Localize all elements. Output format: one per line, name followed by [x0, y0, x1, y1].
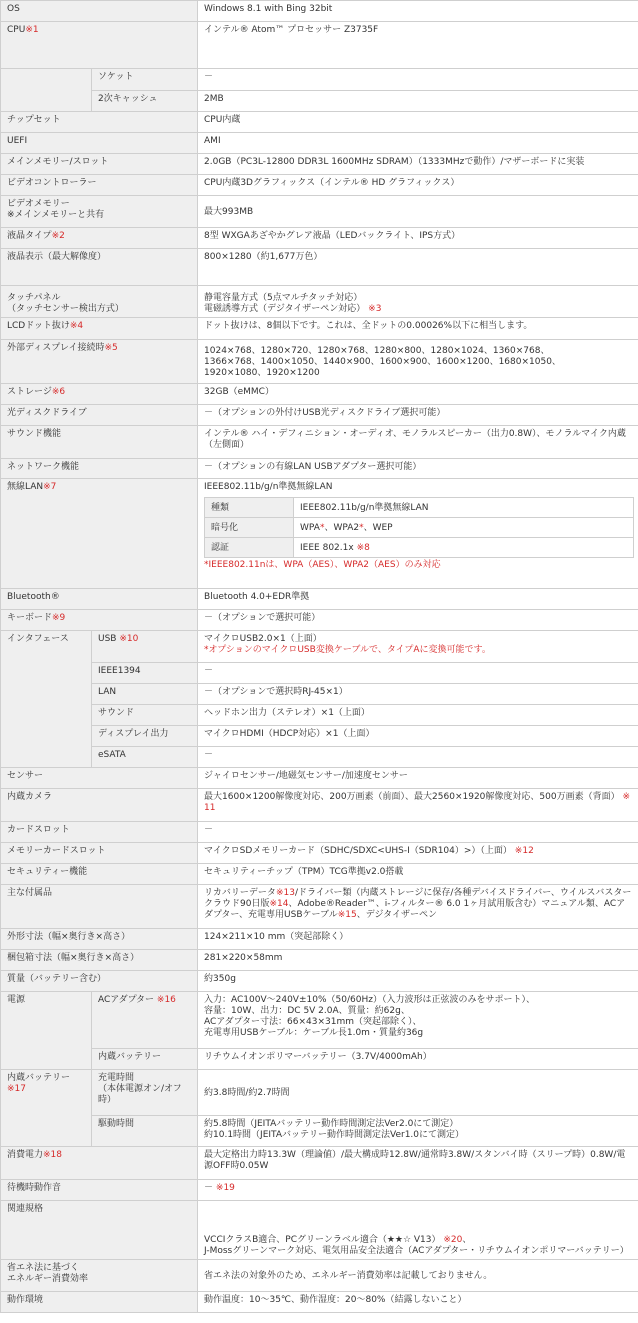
optical-value: －（オプションの外付けUSB光ディスクドライブ選択可能）	[198, 405, 638, 426]
package-label: 梱包箱寸法（幅×奥行き×高さ）	[1, 950, 198, 971]
keyboard-value: －（オプションで選択可能）	[198, 610, 638, 631]
wlan-value	[198, 479, 638, 589]
lcd-dot-ref: ※4	[69, 321, 84, 331]
card-slot-value: －	[198, 822, 638, 843]
uefi-value: AMI	[198, 133, 638, 154]
memory-value: 2.0GB（PC3L-12800 DDR3L 1600MHz SDRAM）（1333MHzで動作）/マザーボードに実装	[198, 154, 638, 175]
if-display-value: マイクロHDMI（HDCP対応）×1（上面）	[198, 726, 638, 747]
row-network	[1, 459, 638, 479]
if-sound-value: ヘッドホン出力（ステレオ）×1（上面）	[198, 705, 638, 726]
memory-label: メインメモリー/スロット	[1, 154, 198, 175]
keyboard-label: キーボード※9	[1, 610, 198, 631]
row-ieee1394	[1, 663, 638, 684]
security-value: セキュリティーチップ（TPM）TCG準拠v2.0搭載	[198, 864, 638, 885]
battery-builtin-label: 内蔵バッテリー	[92, 1049, 198, 1070]
standby-noise-ref: ※19	[215, 1183, 235, 1193]
row-card-slot	[1, 822, 638, 843]
security-label: セキュリティー機能	[1, 864, 198, 885]
row-power-use	[1, 1147, 638, 1180]
usb-note: *オプションのマイクロUSB変換ケーブルで、タイプAに変換可能です。	[204, 645, 491, 655]
row-weight	[1, 971, 638, 992]
network-label: ネットワーク機能	[1, 459, 198, 479]
weight-value: 約350g	[198, 971, 638, 992]
weight-label: 質量（バッテリー含む）	[1, 971, 198, 992]
wlan-type-value: IEEE802.11b/g/n準拠無線LAN	[294, 498, 634, 518]
row-if-sound	[1, 705, 638, 726]
touch-value: 静電容量方式（5点マルチタッチ対応） 電磁誘導方式（デジタイザーペン対応） ※3	[198, 286, 638, 318]
row-battery-builtin	[1, 1049, 638, 1070]
battery-label: 内蔵バッテリー ※17	[1, 1070, 92, 1147]
ext-display-label: 外部ディスプレイ接続時※5	[1, 340, 198, 384]
row-usb	[1, 631, 638, 663]
row-uefi	[1, 133, 638, 154]
usb-label: USB ※10	[92, 631, 198, 663]
run-time-label: 駆動時間	[92, 1116, 198, 1147]
row-standards	[1, 1201, 638, 1260]
storage-label: ストレージ※6	[1, 384, 198, 405]
lcd-type-ref: ※2	[51, 231, 65, 241]
row-standby-noise	[1, 1180, 638, 1201]
video-controller-label: ビデオコントローラー	[1, 175, 198, 196]
ext-display-ref: ※5	[104, 343, 118, 353]
ext-display-value: 1024×768、1280×720、1280×768、1280×800、1280×1024、1360×768、 1366×768、1400×1050、1440×900、1600×900、1600×1200、1680×1050、 1920×1080、1920×1200	[198, 340, 638, 384]
ieee1394-label: IEEE1394	[92, 663, 198, 684]
row-bluetooth	[1, 589, 638, 610]
esata-value: －	[198, 747, 638, 768]
cpu-value: インテル® Atom™ プロセッサー Z3735F	[198, 22, 638, 69]
row-lcd-resolution	[1, 249, 638, 286]
card-slot-label: カードスロット	[1, 822, 198, 843]
battery-builtin-value: リチウムイオンポリマーバッテリー（3.7V/4000mAh）	[198, 1049, 638, 1070]
touch-ref: ※3	[368, 304, 382, 314]
memcard-ref: ※12	[514, 846, 534, 856]
wlan-note: *IEEE802.11nは、WPA（AES）、WPA2（AES）のみ対応	[204, 560, 441, 570]
row-run-time	[1, 1116, 638, 1147]
row-if-display	[1, 726, 638, 747]
wlan-label: 無線LAN※7	[1, 479, 198, 589]
standards-label: 関連規格	[1, 1201, 198, 1260]
storage-value: 32GB（eMMC）	[198, 384, 638, 405]
lcd-dot-value: ドット抜けは、8個以下です。これは、全ドットの0.00026%以下に相当します。	[198, 318, 638, 340]
memcard-label: メモリーカードスロット	[1, 843, 198, 864]
lcd-resolution-label: 液晶表示（最大解像度）	[1, 249, 198, 286]
row-ac-adapter	[1, 992, 638, 1049]
row-lcd-dot	[1, 318, 638, 340]
uefi-label: UEFI	[1, 133, 198, 154]
os-label: OS	[1, 1, 198, 22]
row-keyboard	[1, 610, 638, 631]
bluetooth-label: Bluetooth®	[1, 589, 198, 610]
row-video-controller	[1, 175, 638, 196]
row-lan	[1, 684, 638, 705]
sound-label: サウンド機能	[1, 426, 198, 459]
ac-adapter-value: 入力：AC100V～240V±10%（50/60Hz）（入力波形は正弦波のみをサポート）、 容量：10W、出力：DC 5V 2.0A、質量：約62g、 ACアダプター寸法：66×43×31mm（突起部除く）、 充電専用USBケーブル：ケーブル長1.0m・質量約36g	[198, 992, 638, 1049]
video-controller-value: CPU内蔵3Dグラフィックス（インテル® HD グラフィックス）	[198, 175, 638, 196]
row-charge-time	[1, 1070, 638, 1116]
wlan-standard: IEEE802.11b/g/n準拠無線LAN	[204, 482, 333, 492]
lcd-dot-label: LCDドット抜け※4	[1, 318, 198, 340]
row-energy	[1, 1260, 638, 1292]
camera-value: 最大1600×1200解像度対応、200万画素（前面）、最大2560×1920解像度対応、500万画素（背面） ※11	[198, 789, 638, 822]
usb-ref: ※10	[119, 634, 139, 644]
sensor-label: センサー	[1, 768, 198, 789]
cache-label: 2次キャッシュ	[92, 91, 198, 112]
energy-value: 省エネ法の対象外のため、エネルギー消費効率は記載しておりません。	[198, 1260, 638, 1292]
row-memcard	[1, 843, 638, 864]
socket-label: ソケット	[92, 69, 198, 91]
accessories-label: 主な付属品	[1, 885, 198, 929]
touch-label: タッチパネル （タッチセンサー検出方式）	[1, 286, 198, 318]
lan-label: LAN	[92, 684, 198, 705]
charge-time-label: 充電時間 （本体電源オン/オフ時）	[92, 1070, 198, 1116]
esata-label: eSATA	[92, 747, 198, 768]
cpu-group-cell	[1, 69, 92, 112]
run-time-value: 約5.8時間（JEITAバッテリー動作時間測定法Ver2.0にて測定） 約10.1時間（JEITAバッテリー動作時間測定法Ver1.0にて測定）	[198, 1116, 638, 1147]
standby-noise-value: － ※19	[198, 1180, 638, 1201]
lcd-resolution-value: 800×1280（約1,677万色）	[198, 249, 638, 286]
package-value: 281×220×58mm	[198, 950, 638, 971]
standby-noise-label: 待機時動作音	[1, 1180, 198, 1201]
ieee1394-value: －	[198, 663, 638, 684]
wlan-auth-value: IEEE 802.1x ※8	[294, 538, 634, 558]
optical-label: 光ディスクドライブ	[1, 405, 198, 426]
sensor-value: ジャイロセンサー/地磁気センサー/加速度センサー	[198, 768, 638, 789]
row-package	[1, 950, 638, 971]
camera-ref: ※11	[204, 792, 630, 813]
video-memory-label: ビデオメモリー ※メインメモリーと共有	[1, 196, 198, 228]
power-label: 電源	[1, 992, 92, 1070]
row-lcd-type	[1, 228, 638, 249]
chipset-value: CPU内蔵	[198, 112, 638, 133]
row-os	[1, 1, 638, 22]
wlan-auth-label: 認証	[205, 538, 294, 558]
storage-ref: ※6	[51, 387, 66, 397]
cache-value: 2MB	[198, 91, 638, 112]
wlan-detail-table	[204, 497, 634, 558]
sound-value: インテル® ハイ・デフィニション・オーディオ、モノラルスピーカー（出力0.8W）、モノラルマイク内蔵（左側面）	[198, 426, 638, 459]
environment-label: 動作環境	[1, 1292, 198, 1313]
row-sensor	[1, 768, 638, 789]
bluetooth-value: Bluetooth 4.0+EDR準拠	[198, 589, 638, 610]
row-socket	[1, 69, 638, 91]
row-ext-display	[1, 340, 638, 384]
video-memory-value: 最大993MB	[198, 196, 638, 228]
memcard-value: マイクロSDメモリーカード（SDHC/SDXC<UHS-Ⅰ（SDR104）>）（上面） ※12	[198, 843, 638, 864]
row-accessories	[1, 885, 638, 929]
dimensions-label: 外形寸法（幅×奥行き×高さ）	[1, 929, 198, 950]
row-wlan	[1, 479, 638, 589]
camera-label: 内蔵カメラ	[1, 789, 198, 822]
lcd-type-value: 8型 WXGAあざやかグレア液晶（LEDバックライト、IPS方式）	[198, 228, 638, 249]
network-value: －（オプションの有線LAN USBアダプター選択可能）	[198, 459, 638, 479]
ac-adapter-label: ACアダプター ※16	[92, 992, 198, 1049]
row-storage	[1, 384, 638, 405]
os-value: Windows 8.1 with Bing 32bit	[198, 1, 638, 22]
row-touch	[1, 286, 638, 318]
charge-time-value: 約3.8時間/約2.7時間	[198, 1070, 638, 1116]
if-sound-label: サウンド	[92, 705, 198, 726]
row-cache	[1, 91, 638, 112]
socket-value: －	[198, 69, 638, 91]
cpu-ref: ※1	[25, 25, 39, 35]
chipset-label: チップセット	[1, 112, 198, 133]
accessories-value: リカバリーデータ※13/ドライバー類（内蔵ストレージに保存/各種デバイスドライバー、ウイルスバスター クラウド90日版※14、Adobe®Reader™、i-フィルター® 6.0 1ヶ月試用版含む）マニュアル類、ACアダプター、充電専用USBケーブル※15、デジタイザーペン	[198, 885, 638, 929]
wlan-type-label: 種類	[205, 498, 294, 518]
wlan-encryption-value: WPA*、WPA2*、WEP	[294, 518, 634, 538]
row-sound	[1, 426, 638, 459]
standards-value: VCCIクラスB適合、PCグリーンラベル適合（★★☆ V13） ※20、 J-Mossグリーンマーク対応、電気用品安全法適合（ACアダプター・リチウムイオンポリマーバッテリー）	[198, 1201, 638, 1260]
row-camera	[1, 789, 638, 822]
ac-adapter-ref: ※16	[156, 995, 176, 1005]
power-use-ref: ※18	[43, 1150, 63, 1160]
row-memory	[1, 154, 638, 175]
if-display-label: ディスプレイ出力	[92, 726, 198, 747]
row-cpu	[1, 22, 638, 69]
lcd-type-label: 液晶タイプ※2	[1, 228, 198, 249]
usb-value: マイクロUSB2.0×1（上面） *オプションのマイクロUSB変換ケーブルで、タイプAに変換可能です。	[198, 631, 638, 663]
battery-ref: ※17	[7, 1084, 26, 1094]
row-dimensions	[1, 929, 638, 950]
row-environment	[1, 1292, 638, 1313]
row-chipset	[1, 112, 638, 133]
keyboard-ref: ※9	[52, 613, 66, 623]
row-optical	[1, 405, 638, 426]
power-use-label: 消費電力※18	[1, 1147, 198, 1180]
row-security	[1, 864, 638, 885]
interface-label: インタフェース	[1, 631, 92, 768]
row-video-memory	[1, 196, 638, 228]
lan-value: －（オプションで選択時RJ-45×1）	[198, 684, 638, 705]
cpu-label: CPU※1	[1, 22, 198, 69]
environment-value: 動作温度：10～35℃、動作湿度：20～80%（結露しないこと）	[198, 1292, 638, 1313]
row-esata	[1, 747, 638, 768]
dimensions-value: 124×211×10 mm（突起部除く）	[198, 929, 638, 950]
wlan-ref: ※7	[43, 482, 57, 492]
wlan-encryption-label: 暗号化	[205, 518, 294, 538]
power-use-value: 最大定格出力時13.3W（理論値）/最大構成時12.8W/通常時3.8W/スタンバイ時（スリープ時）0.8W/電源OFF時0.05W	[198, 1147, 638, 1180]
energy-label: 省エネ法に基づく エネルギー消費効率	[1, 1260, 198, 1292]
